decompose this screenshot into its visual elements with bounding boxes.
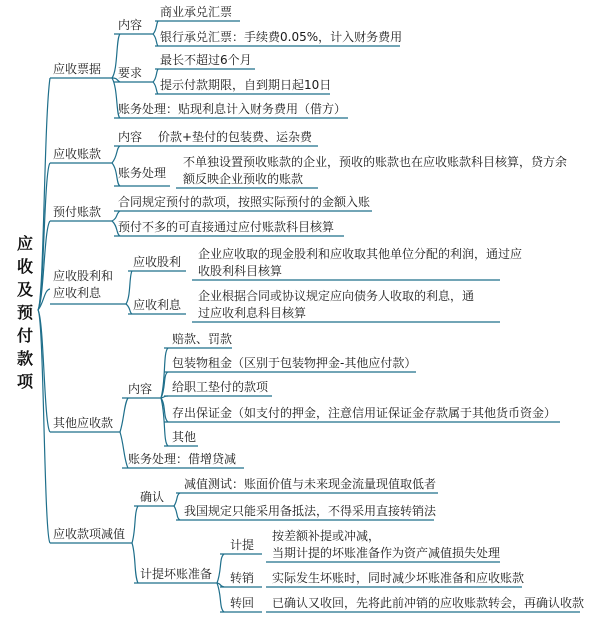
prepay-item-1: 合同规定预付的款项，按照实际预付的金额入账 — [118, 195, 371, 209]
interest-text: 企业根据合同或协议规定应向债务人收取的利息，通过应收利息科目核算 — [198, 289, 475, 320]
other-accounting: 账务处理：借增贷减 — [128, 452, 237, 466]
notes-commercial-acceptance: 商业承兑汇票 — [160, 5, 233, 19]
notes-requirement-label: 要求 — [118, 66, 143, 80]
writeoff-text: 实际发生坏账时，同时减少坏账准备和应收账款 — [272, 571, 525, 585]
recover-text: 已确认又收回，先将此前冲销的应收账款转会，再确认收款 — [272, 596, 585, 610]
other-item: 其他 — [172, 430, 197, 444]
connector — [120, 398, 128, 432]
other-item: 给职工垫付的款项 — [172, 380, 269, 394]
trunk-connector — [38, 163, 50, 310]
notes-max-term: 最长不超过6个月 — [160, 53, 252, 67]
connector — [174, 493, 180, 506]
accrue-line-2: 当期计提的坏账准备作为资产减值损失处理 — [272, 546, 501, 560]
ar-content-text: 价款+垫付的包装费、运杂费 — [158, 130, 313, 144]
notes-presentation-period: 提示付款期限，自到期日起10日 — [160, 78, 332, 92]
ar-accounting-text: 不单独设置预收账款的企业，预收的账款也在应收账款科目核算，贷方余额反映企业预收的账款 — [183, 155, 568, 186]
interest-label: 应收利息 — [133, 298, 182, 312]
connector — [153, 69, 158, 82]
connector — [132, 506, 138, 543]
other-item: 赔款、罚款 — [172, 332, 233, 346]
dividend-label: 应收股利 — [133, 255, 182, 269]
connector — [126, 271, 132, 304]
connector — [112, 146, 120, 163]
connector — [174, 506, 180, 520]
connector — [153, 21, 158, 34]
impairment-test: 减值测试：账面价值与未来现金流量现值取低者 — [184, 477, 437, 491]
connector — [132, 543, 138, 583]
recover-label: 转回 — [230, 596, 255, 610]
other-item: 包装物租金（区别于包装物押金-其他应付款） — [172, 356, 417, 370]
connector — [126, 304, 132, 314]
connector — [217, 554, 224, 583]
branch-impairment: 应收款项减值 — [53, 527, 126, 541]
root-topic: 应收及预付款项 — [16, 234, 33, 391]
branch-other-receivables: 其他应收款 — [53, 416, 114, 430]
branch-accounts-receivable: 应收账款 — [53, 147, 102, 161]
bad-debt-provision-label: 计提坏账准备 — [140, 567, 213, 581]
other-item: 存出保证金（如支付的押金，注意信用证保证金存款属于其他货币资金） — [172, 406, 557, 420]
trunk-connector — [38, 78, 50, 310]
impairment-confirm-label: 确认 — [140, 490, 165, 504]
branch-dividend-interest: 应收股利和应收利息 — [53, 269, 114, 300]
connector — [153, 34, 158, 46]
accrue-label: 计提 — [230, 538, 255, 552]
notes-bank-acceptance: 银行承兑汇票：手续费0.05%，计入财务费用 — [160, 30, 403, 44]
accrue-line-1: 按差额补提或冲减， — [272, 529, 381, 543]
branch-notes-receivable: 应收票据 — [53, 62, 102, 76]
prepay-item-2: 预付不多的可直接通过应付账款科目核算 — [118, 220, 335, 234]
connector — [153, 82, 158, 94]
notes-content-label: 内容 — [118, 18, 143, 32]
dividend-text: 企业应收取的现金股利和应收取其他单位分配的利润，通过应收股利科目核算 — [198, 247, 523, 278]
ar-content-label: 内容 — [118, 130, 143, 144]
notes-accounting: 账务处理：贴现利息计入财务费用（借方） — [118, 102, 347, 116]
impairment-china-rule: 我国规定只能采用备抵法，不得采用直接转销法 — [184, 504, 437, 518]
other-content-label: 内容 — [128, 382, 153, 396]
branch-prepayments: 预付账款 — [53, 205, 102, 219]
writeoff-label: 转销 — [230, 571, 255, 585]
ar-accounting-label: 账务处理 — [118, 166, 167, 180]
connector — [120, 432, 128, 468]
